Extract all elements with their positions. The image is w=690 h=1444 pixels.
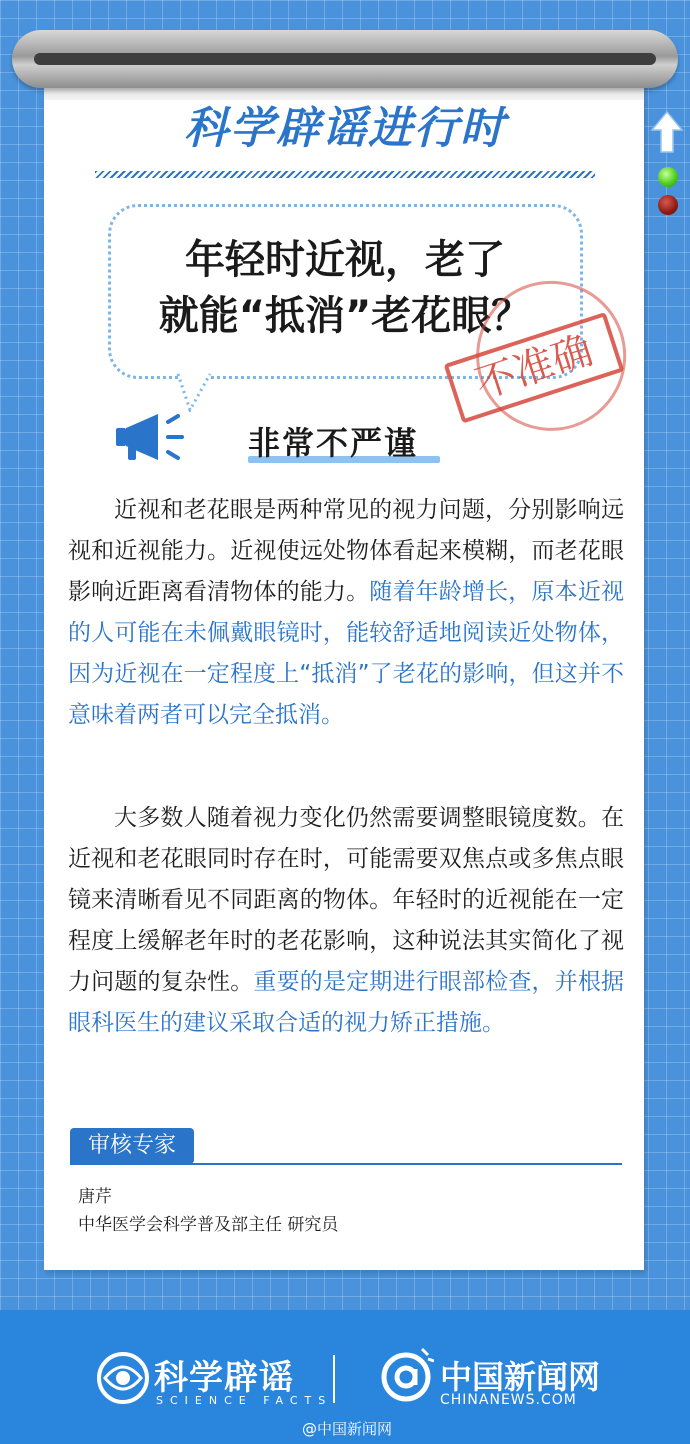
reviewer-badge: 审核专家 (70, 1128, 194, 1164)
brand-left: 科学辟谣 (154, 1358, 294, 1398)
weibo-watermark: @中国新闻网 (302, 1420, 393, 1438)
green-light-icon (658, 167, 678, 187)
paragraph-1-text: 近视和老花眼是两种常见的视力问题，分别影响远视和近视能力。近视使远处物体看起来模糊，而老花眼影响近距离看清物体的能力。 (68, 497, 624, 605)
page-title: 科学辟谣进行时 (184, 103, 506, 154)
body-paragraph-1 (68, 490, 624, 736)
footer-divider (333, 1355, 335, 1403)
brand-left-sub: SCIENCE FACTS (156, 1394, 333, 1407)
reviewer-title: 中华医学会科学普及部主任 研究员 (78, 1215, 339, 1235)
up-arrow-icon[interactable] (650, 110, 684, 154)
body-paragraph-2 (68, 798, 624, 1044)
verdict-label: 非常不严谨 (248, 424, 419, 462)
paragraph-2-highlight: 重要的是定期进行眼部检查，并根据眼科医生的建议采取合适的视力矫正措施。 (68, 969, 625, 1036)
megaphone-icon (112, 412, 192, 462)
speech-bubble-tail (176, 372, 212, 412)
chinanews-at-icon (378, 1345, 434, 1405)
paragraph-2-text: 大多数人随着视力变化仍然需要调整眼镜度数。在近视和老花眼同时存在时，可能需要双焦点或多焦点眼镜来清晰看见不同距离的物体。年轻时的近视能在一定程度上缓解老年时的老花影响，这种说法其实简化了视力问题的复杂性。 (68, 805, 624, 995)
stamp-text: 不准确 (444, 312, 625, 423)
roller-bar (34, 53, 656, 65)
title-deco-line (95, 171, 595, 178)
brand-right: 中国新闻网 (440, 1358, 601, 1396)
red-light-icon (658, 195, 678, 215)
paragraph-1-highlight: 随着年龄增长，原本近视的人可能在未佩戴眼镜时，能较舒适地阅读近处物体，因为近视在一定程度上“抵消”了老花的影响，但这并不意味着两者可以完全抵消。 (68, 579, 625, 728)
scroll-roller (12, 30, 678, 88)
claim-line-1: 年轻时近视，老了 (185, 237, 505, 283)
brand-right-sub: CHINANEWS.COM (440, 1392, 577, 1408)
reviewer-name: 唐芹 (78, 1187, 112, 1207)
reviewer-divider (70, 1163, 622, 1165)
claim-line-2: 就能“抵消”老花眼？ (158, 293, 532, 339)
